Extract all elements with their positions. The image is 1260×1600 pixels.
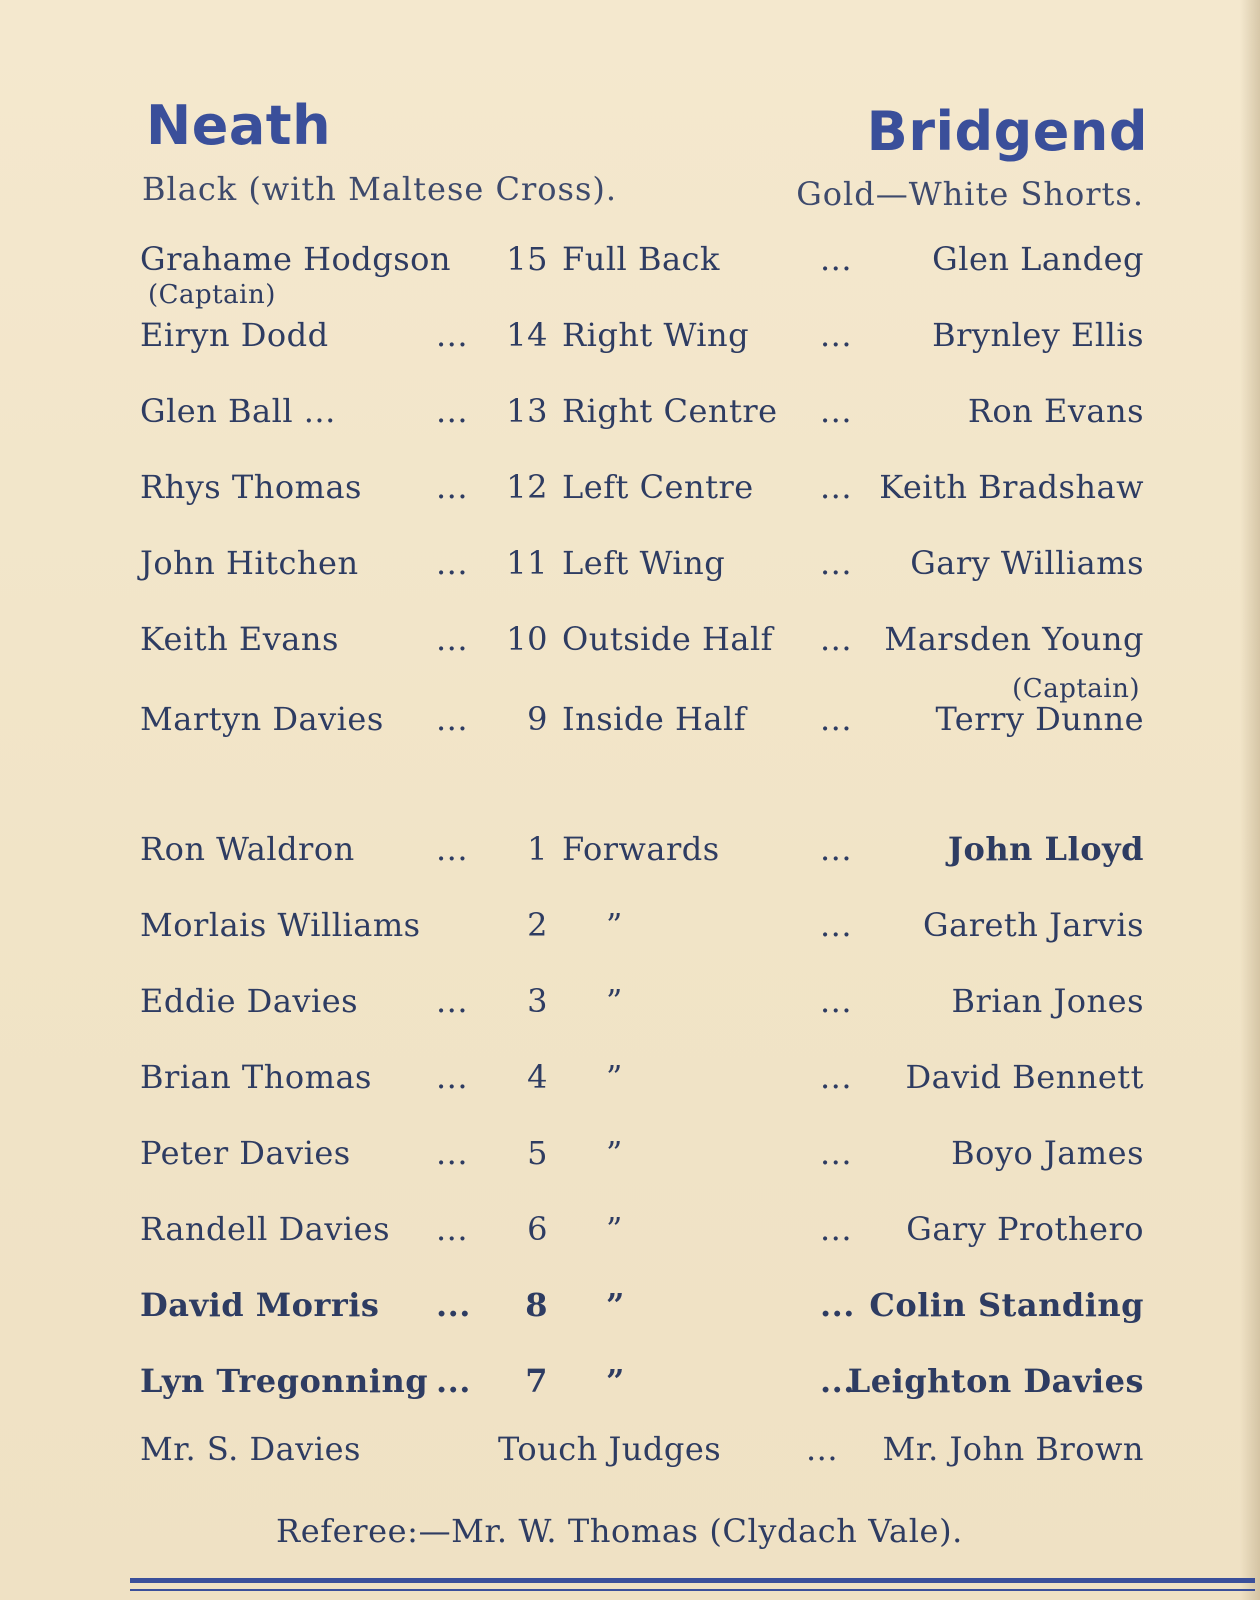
home-player: John Hitchen	[140, 544, 359, 582]
position: Left Wing	[562, 544, 726, 582]
shirt-number: 4	[527, 1058, 548, 1096]
position: Forwards	[562, 830, 720, 868]
shirt-number: 2	[527, 906, 548, 944]
leader-dots: ...	[820, 1134, 853, 1172]
home-player: Ron Waldron	[140, 830, 355, 868]
away-touch-judge: Mr. John Brown	[882, 1430, 1144, 1468]
away-player: Marsden Young	[884, 620, 1144, 658]
away-player: Brian Jones	[951, 982, 1144, 1020]
away-player: Boyo James	[951, 1134, 1144, 1172]
shirt-number: 3	[527, 982, 548, 1020]
leader-dots: ...	[820, 392, 853, 430]
away-team-name: Bridgend	[866, 100, 1148, 163]
lineup-row	[0, 830, 1260, 890]
ditto-mark: ”	[606, 1286, 625, 1324]
leader-dots: ...	[820, 982, 853, 1020]
leader-dots: ...	[436, 1210, 469, 1248]
away-player: Terry Dunne	[935, 700, 1144, 738]
footer-rule-thick	[130, 1578, 1255, 1583]
away-player: Gareth Jarvis	[923, 906, 1144, 944]
shirt-number: 11	[506, 544, 548, 582]
shirt-number: 7	[525, 1362, 548, 1400]
home-player: Rhys Thomas	[140, 468, 362, 506]
away-player: Keith Bradshaw	[879, 468, 1144, 506]
touch-judges-row	[0, 1430, 1260, 1490]
shirt-number: 10	[506, 620, 548, 658]
lineup-row	[0, 316, 1260, 376]
home-touch-judge: Mr. S. Davies	[140, 1430, 361, 1468]
lineup-row	[0, 1058, 1260, 1118]
home-player: Lyn Tregonning	[140, 1362, 429, 1400]
home-player: Eddie Davies	[140, 982, 359, 1020]
home-player: Randell Davies	[140, 1210, 390, 1248]
leader-dots: ...	[436, 1286, 471, 1324]
ditto-mark: ”	[606, 1058, 623, 1096]
home-player: Brian Thomas	[140, 1058, 372, 1096]
position: Full Back	[562, 240, 720, 278]
lineup-row	[0, 392, 1260, 452]
leader-dots: ...	[820, 1286, 855, 1324]
away-player: Gary Williams	[910, 544, 1144, 582]
leader-dots: ...	[820, 1362, 855, 1400]
shirt-number: 14	[506, 316, 548, 354]
shirt-number: 5	[527, 1134, 548, 1172]
position: Inside Half	[562, 700, 747, 738]
home-player: Eiryn Dodd	[140, 316, 329, 354]
leader-dots: ...	[820, 1210, 853, 1248]
leader-dots: ...	[436, 468, 469, 506]
lineup-row	[0, 620, 1260, 680]
position: Right Centre	[562, 392, 778, 430]
leader-dots: ...	[820, 830, 853, 868]
home-player: Morlais Williams	[140, 906, 421, 944]
away-player: Leighton Davies	[847, 1362, 1144, 1400]
leader-dots: ...	[436, 1362, 471, 1400]
away-player: John Lloyd	[947, 830, 1144, 868]
lineup-row	[0, 544, 1260, 604]
lineup-row	[0, 1210, 1260, 1270]
ditto-mark: ”	[606, 1134, 623, 1172]
away-player: Gary Prothero	[906, 1210, 1144, 1248]
leader-dots: ...	[436, 982, 469, 1020]
home-captain-note: (Captain)	[148, 280, 276, 310]
away-team-colours: Gold—White Shorts.	[796, 175, 1144, 213]
lineup-row	[0, 1134, 1260, 1194]
home-team-colours: Black (with Maltese Cross).	[142, 170, 618, 208]
home-player: David Morris	[140, 1286, 380, 1324]
home-player: Grahame Hodgson	[140, 240, 452, 278]
leader-dots: ...	[436, 1134, 469, 1172]
shirt-number: 12	[506, 468, 548, 506]
leader-dots: ...	[820, 700, 853, 738]
lineup-row	[0, 1362, 1260, 1422]
home-player: Keith Evans	[140, 620, 339, 658]
leader-dots: ...	[820, 544, 853, 582]
away-player: Colin Standing	[869, 1286, 1144, 1324]
ditto-mark: ”	[606, 982, 623, 1020]
home-player: Peter Davies	[140, 1134, 351, 1172]
lineup-row	[0, 982, 1260, 1042]
leader-dots: ...	[436, 620, 469, 658]
touch-judges-label: Touch Judges	[498, 1430, 722, 1468]
leader-dots: ...	[820, 620, 853, 658]
leader-dots: ...	[436, 830, 469, 868]
ditto-mark: ”	[606, 1210, 623, 1248]
leader-dots: ...	[820, 468, 853, 506]
home-team-name: Neath	[146, 94, 332, 157]
leader-dots: ...	[820, 240, 853, 278]
leader-dots: ...	[820, 906, 853, 944]
away-captain-note: (Captain)	[1012, 674, 1140, 704]
position: Outside Half	[562, 620, 774, 658]
leader-dots: ...	[436, 316, 469, 354]
ditto-mark: ”	[606, 906, 623, 944]
leader-dots: ...	[436, 700, 469, 738]
referee-line: Referee:—Mr. W. Thomas (Clydach Vale).	[276, 1512, 963, 1550]
position: Right Wing	[562, 316, 750, 354]
away-player: Glen Landeg	[932, 240, 1144, 278]
position: Left Centre	[562, 468, 754, 506]
away-player: David Bennett	[905, 1058, 1144, 1096]
footer-rule-thin	[130, 1589, 1255, 1591]
leader-dots: ...	[436, 544, 469, 582]
leader-dots: ...	[436, 392, 469, 430]
leader-dots: ...	[806, 1430, 839, 1468]
lineup-row	[0, 468, 1260, 528]
lineup-row	[0, 700, 1260, 760]
shirt-number: 9	[527, 700, 548, 738]
shirt-number: 6	[527, 1210, 548, 1248]
lineup-row	[0, 1286, 1260, 1346]
leader-dots: ...	[820, 316, 853, 354]
home-player: Glen Ball ...	[140, 392, 336, 430]
shirt-number: 1	[527, 830, 548, 868]
away-player: Brynley Ellis	[932, 316, 1144, 354]
shirt-number: 13	[506, 392, 548, 430]
ditto-mark: ”	[606, 1362, 625, 1400]
lineup-row	[0, 906, 1260, 966]
leader-dots: ...	[820, 1058, 853, 1096]
away-player: Ron Evans	[967, 392, 1144, 430]
leader-dots: ...	[436, 1058, 469, 1096]
shirt-number: 8	[525, 1286, 548, 1324]
home-player: Martyn Davies	[140, 700, 384, 738]
shirt-number: 15	[506, 240, 548, 278]
